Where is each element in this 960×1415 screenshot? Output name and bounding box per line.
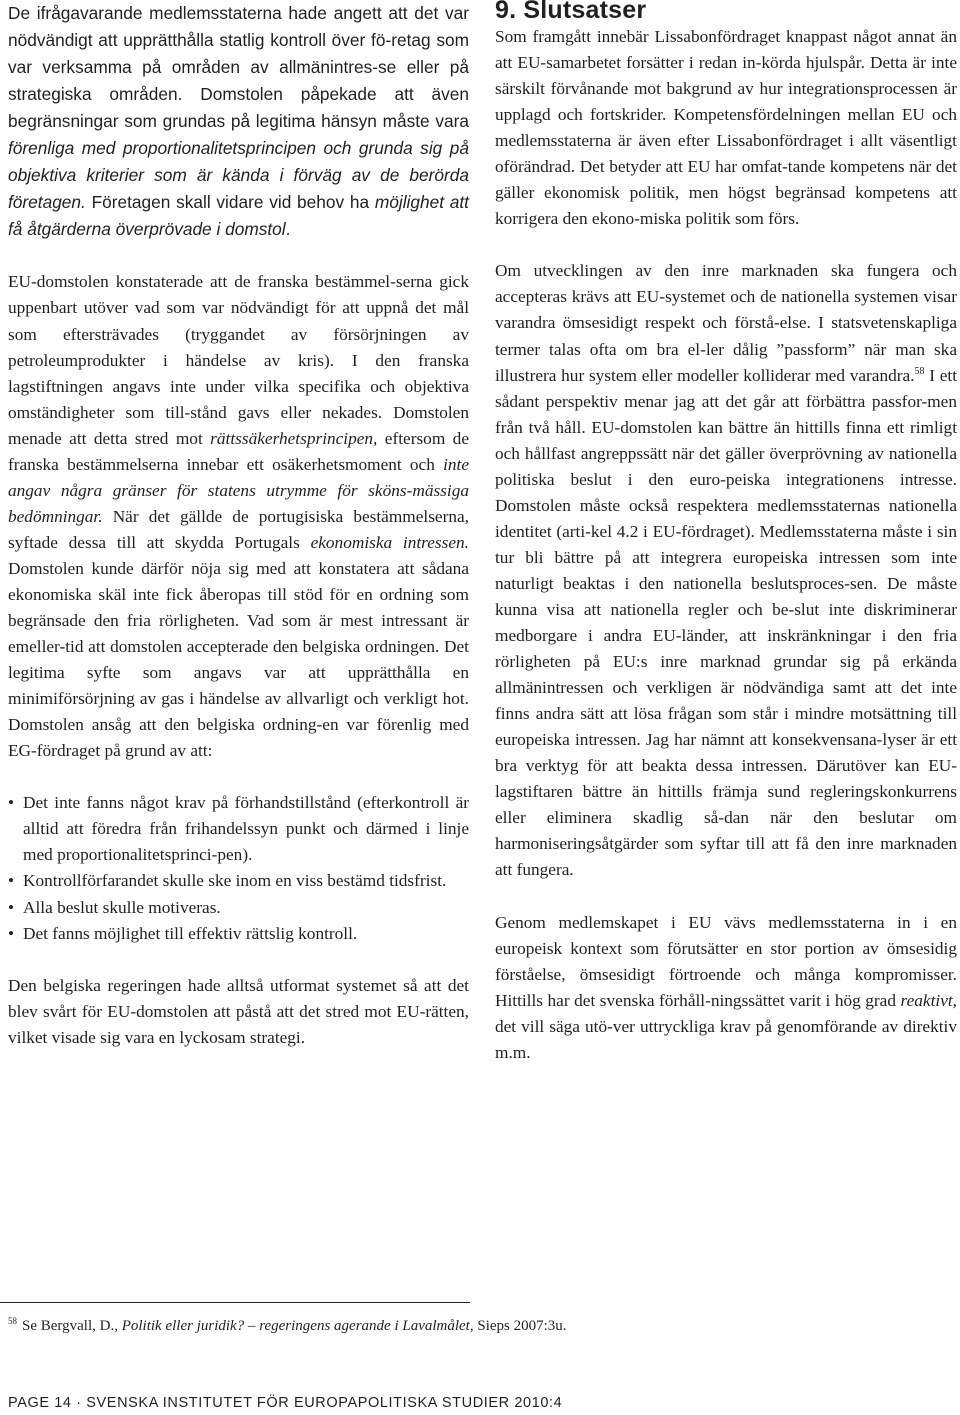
p2-text-b: eftersom de franska bestämmelserna innebar ett osäkerhetsmoment och (8, 428, 469, 474)
p2-text-d: Domstolen kunde därför nöja sig med att konstatera att sådana ekonomiska skäl inte fick åberopas till stöd för en ordning som begränsade den fria rörligheten. Vad som är mest intressant är emeller-tid att domstolen accepterade den belgiska ordningen. Det legitima syfte som angavs var att upprätthålla en minimiförsörjning av gas i händelse av allvarligt och verkligt hot. Domstolen ansåg att den belgiska ordning-en var förenlig med EG-fördraget på grund av att: (8, 558, 469, 761)
section-heading: 9. Slutsatser (495, 0, 647, 24)
bullet-text: Det inte fanns något krav på förhandstillstånd (efterkontroll är alltid att föredra från frihandelssyn punkt och därmed i linje med proportionalitetsprinci-pen). (23, 793, 469, 865)
bullet-icon: • (8, 923, 15, 943)
list-item (8, 895, 469, 921)
p2-text-c: När det gällde de portugisiska bestämmelserna, syftade dessa till att skydda Portugals (8, 506, 469, 552)
page-footer: PAGE 14 · SVENSKA INSTITUTET FÖR EUROPAPOLITISKA STUDIER 2010:4 (8, 1395, 563, 1411)
right-paragraph-1: Som framgått innebär Lissabonfördraget knappast något annat än att EU-samarbetet forsätter i redan in-körda hjulspår. Detta är inte särskilt förvånande mot bakgrund av hur integrationsprocessen är upplagd och fortskrider. Kompetensfördelningen mellan EU och medlemsstaterna är även efter Lissabonfördraget i allt väsentligt oförändrad. Det betyder att EU har omfat-tande kompetens när det gäller ekonomisk politik, men högst begränsad kompetens att korrigera den ekono-miska politik som förs. (495, 27, 957, 229)
p1-emphasis-1: förenliga med proportionalitetsprincipen och grunda sig på objektiva kriterier som är kända i förväg av de berörda företagen. (8, 138, 469, 213)
rp3-text-b: det vill säga utö-ver uttryckliga krav på genomförande av direktiv m.m. (495, 1016, 957, 1062)
p2-emphasis-1: rättssäkerhetsprincipen, (210, 428, 378, 448)
rp3-emphasis: reaktivt, (900, 990, 957, 1010)
p1-text-c: . (285, 219, 291, 240)
p1-text-b: Företagen skall vidare vid behov ha (85, 192, 375, 213)
footnote-divider (0, 1302, 470, 1303)
footnote (8, 1316, 908, 1336)
footnote-text-a: Se Bergvall, D., (22, 1318, 122, 1334)
left-paragraph-3: Den belgiska regeringen hade alltså utformat systemet så att det blev svårt för EU-domstolen att påstå att det stred mot EU-rätten, vilket visade sig vara en lyckosam strategi. (8, 975, 469, 1047)
list-item (8, 790, 469, 868)
list-item (8, 868, 469, 894)
right-column (495, 0, 957, 1066)
p1-emphasis-2: möjlighet att få åtgärderna överprövade i domstol (8, 192, 469, 240)
bullet-text: Det fanns möjlighet till effektiv rättslig kontroll. (23, 923, 358, 943)
footnote-text-b: Sieps 2007:3u. (473, 1318, 567, 1334)
p2-text-a: EU-domstolen konstaterade att de franska bestämmel-serna gick uppenbart utöver vad som var nödvändigt för att uppnå det mål som eftersträvades (tryggandet av försörjningen av petroleumprodukter i händelse av kris). I den franska lagstiftningen angavs inte under vilka specifika och objektiva omständigheter som till-stånd gavs eller nekades. Domstolen menade att detta stred mot (8, 272, 469, 448)
p2-emphasis-2: inte angav några gränser för statens utrymme för sköns-mässiga bedömningar. (8, 454, 469, 526)
rp3-text-a: Genom medlemskapet i EU vävs medlemsstaterna in i en europeisk kontext som förutsätter en stor portion av ömsesidig förståelse, ömsesidigt förtroende och många kompromisser. Hittills har det svenska förhåll-ningssättet varit i hög grad (495, 912, 957, 1010)
bullet-icon: • (8, 897, 15, 917)
bullet-list (8, 790, 469, 946)
bullet-text: Kontrollförfarandet skulle ske inom en viss bestämd tidsfrist. (23, 871, 447, 891)
footnote-reference[interactable]: 58 (914, 365, 925, 377)
bullet-icon: • (8, 871, 15, 891)
p2-emphasis-3: ekonomiska intressen. (310, 532, 469, 552)
left-paragraph-2 (8, 269, 469, 764)
p1-text-a: De ifrågavarande medlemsstaterna hade angett att det var nödvändigt att upprätthålla statlig kontroll över fö-retag som var verksamma på områden av allmänintres-se eller på strategiska områden. Domstolen påpekade att även begränsningar som grundas på legitima hänsyn måste vara (8, 3, 469, 132)
list-item (8, 921, 469, 947)
bullet-icon: • (8, 793, 15, 813)
left-paragraph-1 (8, 0, 469, 243)
left-column (8, 0, 469, 1051)
right-paragraph-2 (495, 258, 957, 883)
footnote-emphasis: Politik eller juridik? – regeringens agerande i Lavalmålet, (121, 1318, 474, 1334)
right-paragraph-3 (495, 910, 957, 1066)
footnote-number: 58 (8, 1316, 17, 1326)
rp2-text-a: Om utvecklingen av den inre marknaden ska fungera och accepteras krävs att EU-systemet och de nationella systemen visar varandra ömsesidigt respekt och förstå-else. I statsvetenskapliga termer talas ofta om bra el-ler dålig ”passform” när man ska illustrera hur system eller modeller kolliderar med varandra. (495, 261, 957, 385)
bullet-text: Alla beslut skulle motiveras. (23, 897, 221, 917)
rp2-text-b: I ett sådant perspektiv menar jag att det går att förbättra passfor-men från två håll. EU-domstolen kan bättre än hittills finna ett rimligt och hållfast angreppssätt när det gäller överprövning av nationella politiska beslut i den euro-peiska integrationens intresse. Domstolen måste också respektera medlemsstaternas nationella identitet (arti-kel 4.2 i EU-fördraget). Medlemsstaterna måste i sin tur bli bättre på att integrera europeiska intressen som inte naturligt beaktas i den nationella beslutsproces-sen. De måste kunna visa att nationella regler och be-slut inte diskriminerar medborgare i andra EU-länder, att inskränkningar i den fria rörligheten på EU:s inre marknad grundar sig på erkända allmänintressen och verkligen är nödvändiga samt att det inte finns andra sätt att lösa frågan som står i mindre motsättning till europeiska intressen. Jag har nämnt att konsekvensana-lyser är ett bra verktyg för att beakta dessa intressen. Därutöver kan EU-lagstiftaren bättre än hittills främja sund regleringskonkurrens eller eliminera skadlig så-dan när den beslutar om harmoniseringsåtgärder som syftar till att få den inre marknaden att fungera. (495, 365, 957, 880)
